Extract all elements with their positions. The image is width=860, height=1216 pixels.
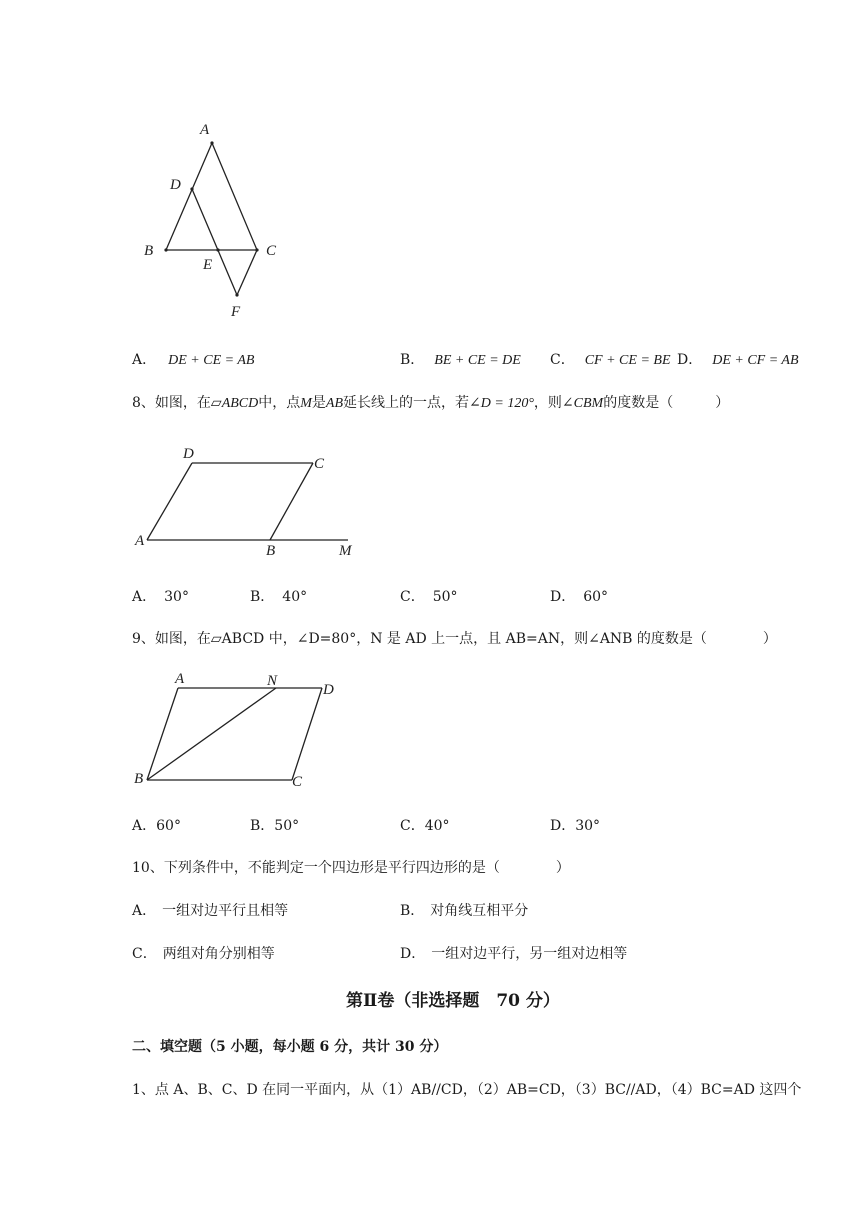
q8-label-a: A — [135, 533, 145, 549]
q7-figure — [130, 115, 290, 325]
q7-option-c[interactable]: C． CF + CE = BE — [550, 352, 671, 368]
q8-figure — [130, 440, 370, 565]
q8-option-b[interactable]: B． 40° — [250, 589, 308, 605]
q8-option-c[interactable]: C． 50° — [400, 589, 458, 605]
segment-cb — [270, 463, 313, 540]
q9-stem: 9、如图，在▱ABCD 中，∠D=80°，N 是 AD 上一点，且 AB=AN，则∠ANB 的度数是（ ） — [132, 631, 777, 647]
q9-label-b: B — [134, 771, 144, 787]
q7-label-c: C — [266, 243, 277, 259]
q10-option-b[interactable]: B． 对角线互相平分 — [400, 903, 529, 919]
q7-option-b[interactable]: B． BE + CE = DE — [400, 352, 521, 368]
q10-option-d[interactable]: D． 一组对边平行，另一组对边相等 — [400, 946, 628, 962]
q8-option-a[interactable]: A． 30° — [132, 589, 189, 605]
q8-stem: 8、如图，在▱ABCD中，点M是AB延长线上的一点，若∠D = 120°，则∠CBM的度数是（ ） — [132, 395, 730, 411]
q9-option-d[interactable]: D．30° — [550, 818, 601, 834]
segment-ab — [166, 143, 212, 250]
segment-ab — [147, 688, 178, 780]
segment-ac — [212, 143, 257, 250]
segment-cf — [237, 250, 257, 295]
q9-label-d: D — [323, 682, 334, 698]
q9-option-a[interactable]: A．60° — [132, 818, 181, 834]
q8-label-d: D — [183, 446, 194, 462]
q7-label-e: E — [203, 257, 213, 273]
q7-label-f: F — [231, 304, 241, 320]
q8-label-b: B — [266, 543, 276, 559]
segment-dc — [292, 688, 322, 780]
q9-figure — [130, 670, 350, 795]
q7-option-d[interactable]: D． DE + CF = AB — [677, 352, 799, 368]
part2-title: 第Ⅱ卷（非选择题 70 分） — [346, 991, 560, 1011]
section-heading: 二、填空题（5 小题，每小题 6 分，共计 30 分） — [132, 1039, 448, 1055]
q7-label-a: A — [200, 122, 210, 138]
q9-label-n: N — [267, 673, 278, 689]
q9-option-c[interactable]: C．40° — [400, 818, 450, 834]
fill-q1-stem: 1、点 A、B、C、D 在同一平面内，从（1）AB//CD，（2）AB=CD，（3）BC//AD，（4）BC=AD 这四个 — [132, 1082, 802, 1098]
segment-df — [192, 189, 237, 295]
q10-option-a[interactable]: A． 一组对边平行且相等 — [132, 903, 289, 919]
q7-label-b: B — [144, 243, 154, 259]
q9-label-c: C — [292, 774, 303, 790]
q7-label-d: D — [170, 177, 181, 193]
q8-label-m: M — [339, 543, 352, 559]
q10-option-c[interactable]: C． 两组对角分别相等 — [132, 946, 275, 962]
segment-bn — [147, 688, 276, 780]
q8-label-c: C — [314, 456, 325, 472]
q7-option-a[interactable]: A． DE + CE = AB — [132, 352, 255, 368]
q10-stem: 10、下列条件中，不能判定一个四边形是平行四边形的是（ ） — [132, 860, 570, 876]
q8-option-d[interactable]: D． 60° — [550, 589, 609, 605]
q9-option-b[interactable]: B．50° — [250, 818, 300, 834]
q9-label-a: A — [175, 671, 185, 687]
segment-ad — [147, 463, 192, 540]
